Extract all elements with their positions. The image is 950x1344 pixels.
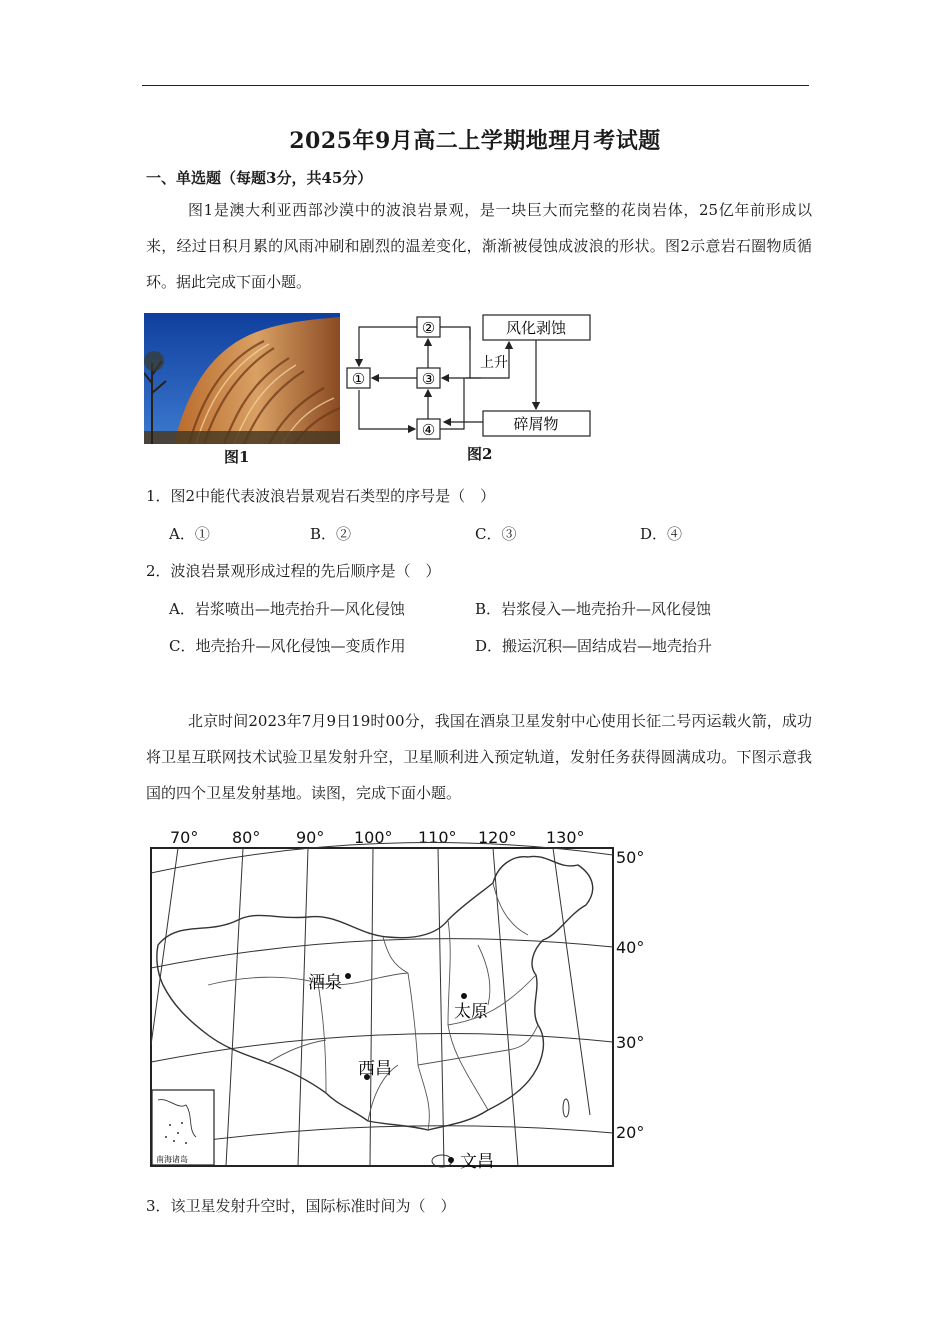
q1-option-b[interactable]: B．② [310,525,352,543]
lon-100: 100° [354,828,393,847]
lon-90: 90° [296,828,325,847]
node-4-label: ④ [421,421,436,439]
svg-text:酒泉: 酒泉 [308,973,342,993]
lon-120: 120° [478,828,517,847]
svg-text:太原: 太原 [454,1002,488,1022]
lon-110: 110° [418,828,457,847]
q2-option-a[interactable]: A．岩浆喷出—地壳抬升—风化侵蚀 [169,600,405,618]
map-frame [151,848,613,1166]
lat-40: 40° [616,938,645,957]
china-launch-sites-map [148,825,648,1170]
lon-80: 80° [232,828,261,847]
question-2-stem: 2．波浪岩景观形成过程的先后顺序是（ ） [146,562,441,580]
svg-text:文昌: 文昌 [460,1152,494,1170]
q2-option-c[interactable]: C．地壳抬升—风化侵蚀—变质作用 [169,637,406,655]
uplift-label: 上升 [480,355,508,371]
debris-label: 碎屑物 [513,415,559,433]
fig1-caption: 图1 [224,448,250,466]
lon-130: 130° [546,828,585,847]
node-3-label: ③ [421,370,436,388]
lon-70: 70° [170,828,199,847]
weathering-label: 风化剥蚀 [505,319,567,337]
node-1-label: ① [351,370,366,388]
header-rule [142,85,809,86]
rock-cycle-diagram [344,312,592,447]
lat-50: 50° [616,848,645,867]
lat-20: 20° [616,1123,645,1142]
south-china-sea-inset [152,1090,214,1165]
page-title: 2025年9月高二上学期地理月考试题 [289,128,661,154]
inset-label: 南海诸岛 [156,1155,188,1164]
intro-paragraph: 图1是澳大利亚西部沙漠中的波浪岩景观，是一块巨大而完整的花岗岩体，25亿年前形成以来，经过日积月累的风雨冲刷和剧烈的温差变化，渐渐被侵蚀成波浪的形状。图2示意岩石圈物质循环。据此完成下面小题。 [146,201,812,291]
q1-option-a[interactable]: A．① [169,525,210,543]
q1-option-c[interactable]: C．③ [475,525,517,543]
question-3-stem: 3．该卫星发射升空时，国际标准时间为（ ） [146,1197,456,1215]
q2-option-d[interactable]: D．搬运沉积—固结成岩—地壳抬升 [475,637,713,655]
question-1-stem: 1．图2中能代表波浪岩景观岩石类型的序号是（ ） [146,487,496,505]
q2-option-b[interactable]: B．岩浆侵入—地壳抬升—风化侵蚀 [475,600,712,618]
site-xichang [358,1059,392,1080]
section-heading: 一、单选题（每题3分，共45分） [146,169,373,187]
fig2-caption: 图2 [467,445,493,463]
svg-text:西昌: 西昌 [358,1059,392,1079]
passage-2: 北京时间2023年7月9日19时00分，我国在酒泉卫星发射中心使用长征二号丙运载火箭，成功将卫星互联网技术试验卫星发射升空，卫星顺利进入预定轨道，发射任务获得圆满成功。下图示意我国的四个卫星发射基地。读图，完成下面小题。 [146,712,812,802]
q1-option-d[interactable]: D．④ [640,525,683,543]
lat-30: 30° [616,1033,645,1052]
node-2-label: ② [421,319,436,337]
wave-rock-photo [144,313,340,444]
